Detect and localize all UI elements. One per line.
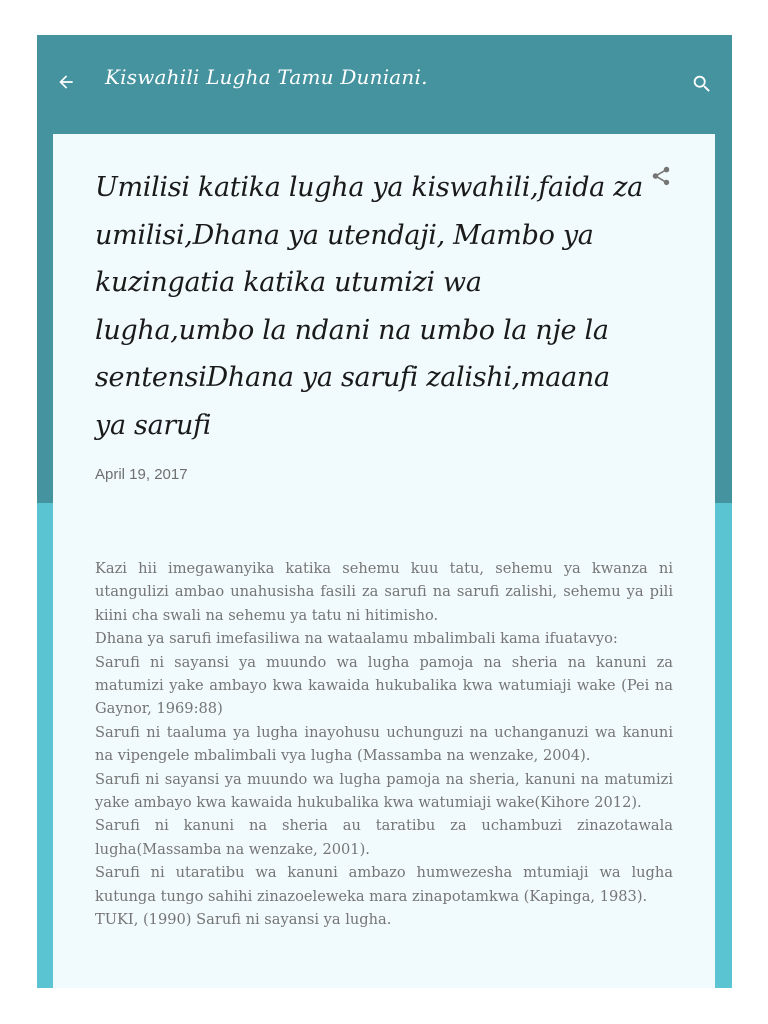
post-body <box>95 557 673 932</box>
site-title[interactable]: Kiswahili Lugha Tamu Duniani. <box>105 65 428 89</box>
body-paragraph: Sarufi ni sayansi ya muundo wa lugha pamoja na sheria, kanuni na matumizi yake ambayo kwa kawaida hukubalika kwa watumiaji wake(Kihore 2012). <box>95 770 673 812</box>
post-card <box>53 134 715 988</box>
body-paragraph: TUKI, (1990) Sarufi ni sayansi ya lugha. <box>95 911 392 929</box>
post-date[interactable]: April 19, 2017 <box>95 466 188 483</box>
page-frame <box>37 35 732 988</box>
body-paragraph: Kazi hii imegawanyika katika sehemu kuu tatu, sehemu ya kwanza ni utangulizi ambao unahusisha fasili za sarufi na sarufi zalishi, sehemu ya pili kiini cha swali na sehemu ya tatu ni hitimisho. <box>95 560 673 624</box>
arrow-left-icon <box>56 72 76 92</box>
body-paragraph: Sarufi ni taaluma ya lugha inayohusu uchunguzi na uchanganuzi wa kanuni na vipengele mbalimbali vya lugha (Massamba na wenzake, 2004). <box>95 723 673 765</box>
search-icon <box>691 73 713 95</box>
share-icon <box>650 165 672 187</box>
body-paragraph: Sarufi ni sayansi ya muundo wa lugha pamoja na sheria na kanuni za matumizi yake ambayo kwa kawaida hukubalika kwa watumiaji wake (Pei na Gaynor, 1969:88) <box>95 653 673 718</box>
search-button[interactable] <box>687 69 717 99</box>
body-paragraph: Sarufi ni utaratibu wa kanuni ambazo humwezesha mtumiaji wa lugha kutunga tungo sahihi zinazoeleweka mara zinapotamkwa (Kapinga, 1983). <box>95 864 673 905</box>
back-button[interactable] <box>51 67 81 97</box>
post-title: Umilisi katika lugha ya kiswahili,faida za umilisi,Dhana ya utendaji, Mambo ya kuzingatia katika utumizi wa lugha,umbo la ndani na umbo la nje la sentensiDhana ya sarufi zalishi,maana ya sarufi <box>95 172 643 441</box>
body-paragraph: Sarufi ni kanuni na sheria au taratibu za uchambuzi zinazotawala lugha(Massamba na wenzake, 2001). <box>95 817 673 858</box>
body-paragraph: Dhana ya sarufi imefasiliwa na wataalamu mbalimbali kama ifuatavyo: <box>95 630 618 648</box>
share-button[interactable] <box>647 162 675 190</box>
